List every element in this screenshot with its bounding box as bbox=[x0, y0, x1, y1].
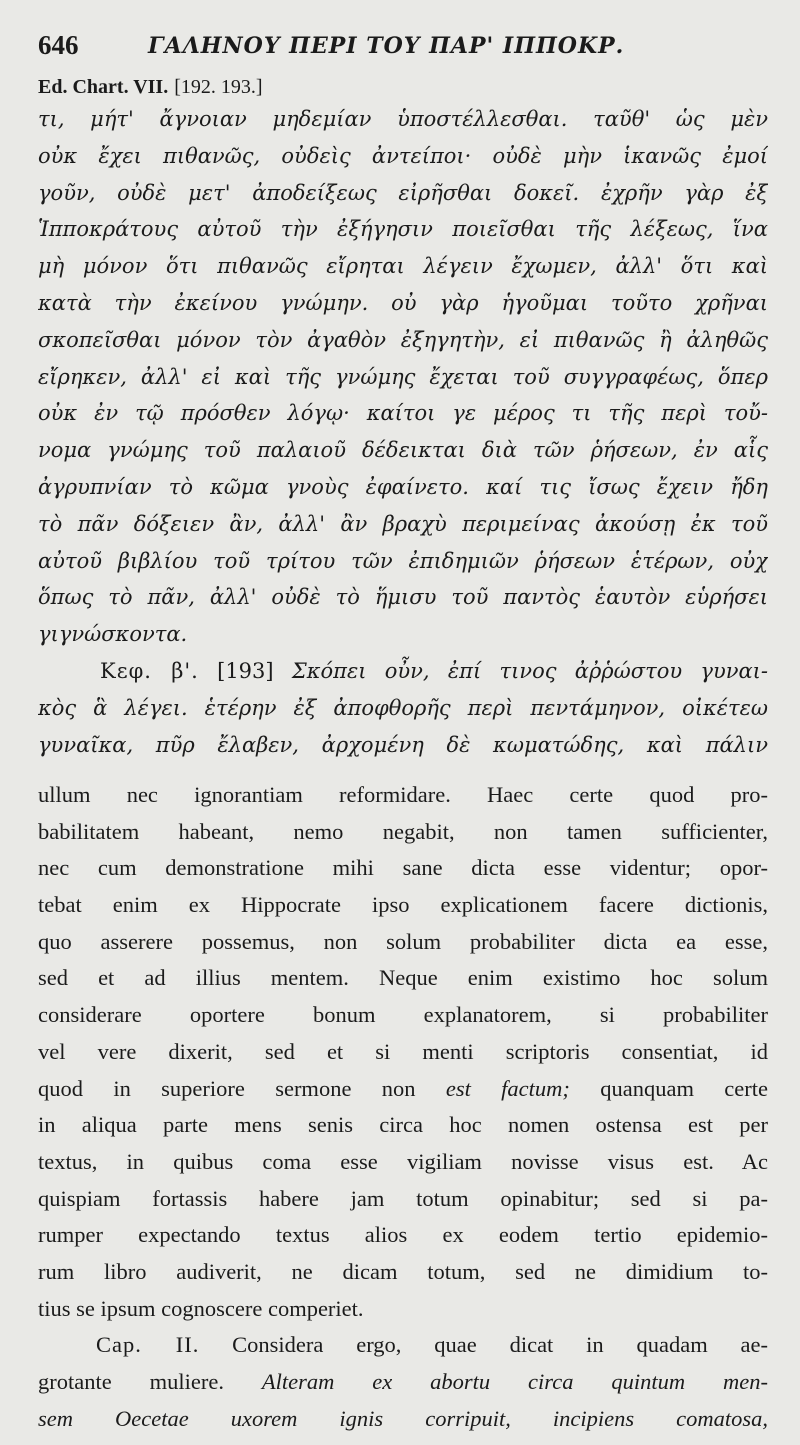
greek-line: γυναῖκα, πῦρ ἔλαβεν, ἀρχομένη δὲ κωματώδης, καὶ πάλιν bbox=[38, 732, 768, 757]
greek-line: τι, μήτ' ἄγνοιαν μηδεμίαν ὑποστέλλεσθαι. ταῦθ' ὡς μὲν bbox=[38, 107, 768, 131]
latin-line: sed et ad illius mentem. Neque enim existimo hoc solum bbox=[38, 965, 768, 991]
greek-line: ὅπως τὸ πᾶν, ἀλλ' οὐδὲ τὸ ἥμισυ τοῦ παντὸς ἑαυτὸν εὑρήσει bbox=[38, 585, 768, 610]
latin-line: considerare oportere bonum explanatorem, si probabiliter bbox=[38, 1002, 768, 1028]
latin-line: tius se ipsum cognoscere comperiet. bbox=[38, 1295, 364, 1321]
edition-page-ref: [192. 193.] bbox=[174, 76, 263, 98]
greek-chapter-text: Σκόπει οὖν, ἐπί τινος ἀῤῥώστου γυναι- bbox=[291, 658, 768, 683]
greek-chapter-heading-line bbox=[38, 653, 768, 690]
latin-text: quanquam certe bbox=[600, 1075, 768, 1101]
latin-line: tebat enim ex Hippocrate ipso explicationem facere dictionis, bbox=[38, 892, 768, 918]
latin-chapter-heading-line bbox=[38, 1327, 768, 1364]
greek-line: γιγνώσκοντα. bbox=[38, 622, 188, 647]
greek-line: αὐτοῦ βιβλίου τοῦ τρίτου τῶν ἐπιδημιῶν ῥήσεων ἑτέρων, οὐχ bbox=[38, 548, 768, 573]
greek-chapter-ref: [193] bbox=[217, 658, 274, 683]
greek-line: κὸς ἃ λέγει. ἑτέρην ἐξ ἀποφθορῆς περὶ πεντάμηνον, οἰκέτεω bbox=[38, 695, 768, 720]
latin-line: quispiam fortassis habere jam totum opinabitur; sed si pa- bbox=[38, 1185, 768, 1211]
greek-line: νομα γνώμης τοῦ παλαιοῦ δέδεικται διὰ τῶν ῥήσεων, ἐν αἷς bbox=[38, 438, 768, 463]
greek-line: σκοπεῖσθαι μόνον τὸν ἀγαθὸν ἐξηγητὴν, εἰ πιθανῶς ἢ ἀληθῶς bbox=[38, 327, 768, 352]
latin-line: rum libro audiverit, ne dicam totum, sed ne dimidium to- bbox=[38, 1258, 768, 1284]
latin-line: quo asserere possemus, non solum probabiliter dicta ea esse, bbox=[38, 928, 768, 954]
latin-text: grotante muliere. bbox=[38, 1369, 224, 1394]
latin-chapter-text: Considera ergo, quae dicat in quadam ae- bbox=[232, 1332, 768, 1358]
greek-line: μὴ μόνον ὅτι πιθανῶς εἴρηται λέγειν ἔχωμεν, ἀλλ' ὅτι καὶ bbox=[38, 254, 768, 279]
latin-line: ullum nec ignorantiam reformidare. Haec certe quod pro- bbox=[38, 782, 768, 807]
page-number: 646 bbox=[38, 30, 79, 60]
page-header bbox=[38, 30, 768, 66]
greek-line: οὐκ ἔχει πιθανῶς, οὐδεὶς ἀντείποι· οὐδὲ μὴν ἱκανῶς ἐμοί bbox=[38, 143, 768, 168]
latin-line: vel vere dixerit, sed et si menti scriptoris consentiat, id bbox=[38, 1038, 768, 1064]
greek-line: ἀγρυπνίαν τὸ κῶμα γνοὺς ἐφαίνετο. καί τις ἴσως ἔχειν ἤδη bbox=[38, 474, 768, 499]
greek-line: κατὰ τὴν ἐκείνου γνώμην. οὐ γὰρ ἡγοῦμαι τοῦτο χρῆναι bbox=[38, 290, 768, 315]
greek-line: τὸ πᾶν δόξειεν ἂν, ἀλλ' ἂν βραχὺ περιμείνας ἀκούσῃ ἐκ τοῦ bbox=[38, 511, 768, 536]
latin-line: textus, in quibus coma esse vigiliam novisse visus est. Ac bbox=[38, 1148, 768, 1174]
latin-line: rumper expectando textus alios ex eodem tertio epidemio- bbox=[38, 1222, 768, 1248]
greek-text-block bbox=[38, 101, 768, 763]
latin-chapter-label: Cap. II. bbox=[96, 1332, 200, 1358]
greek-line: οὐκ ἐν τῷ πρόσθεν λόγῳ· καίτοι γε μέρος τι τῆς περὶ τοὔ- bbox=[38, 401, 768, 426]
latin-italic-line: sem Oecetae uxorem ignis corripuit, incipiens comatosa, bbox=[38, 1405, 768, 1431]
latin-italic-text: Alteram ex abortu circa quintum men- bbox=[261, 1369, 768, 1394]
greek-chapter-label: Κεφ. β'. bbox=[100, 658, 199, 683]
latin-line: nec cum demonstratione mihi sane dicta esse videntur; opor- bbox=[38, 855, 768, 881]
greek-line: εἴρηκεν, ἀλλ' εἰ καὶ τῆς γνώμης ἔχεται τοῦ συγγραφέως, ὅπερ bbox=[38, 364, 768, 389]
running-title: ΓΑΛΗΝΟΥ ΠΕΡΙ ΤΟΥ ΠΑΡ' ΙΠΠΟΚΡ. bbox=[148, 33, 625, 59]
latin-text: quod in superiore sermone non bbox=[38, 1075, 416, 1101]
latin-line-with-italic bbox=[38, 1071, 768, 1108]
greek-line: Ἱπποκράτους αὐτοῦ τὴν ἐξήγησιν ποιεῖσθαι τῆς λέξεως, ἵνα bbox=[38, 217, 768, 242]
latin-italic-text: est factum; bbox=[445, 1075, 570, 1101]
latin-line-with-italic bbox=[38, 1364, 768, 1401]
latin-line: babilitatem habeant, nemo negabit, non tamen sufficienter, bbox=[38, 818, 768, 844]
edition-label: Ed. Chart. VII. bbox=[38, 76, 169, 98]
greek-line: γοῦν, οὐδὲ μετ' ἀποδείξεως εἰρῆσθαι δοκεῖ. ἐχρῆν γὰρ ἐξ bbox=[38, 180, 768, 205]
latin-text-block bbox=[38, 777, 768, 1437]
latin-line: in aliqua parte mens senis circa hoc nomen ostensa est per bbox=[38, 1112, 768, 1138]
edition-reference bbox=[38, 76, 263, 99]
